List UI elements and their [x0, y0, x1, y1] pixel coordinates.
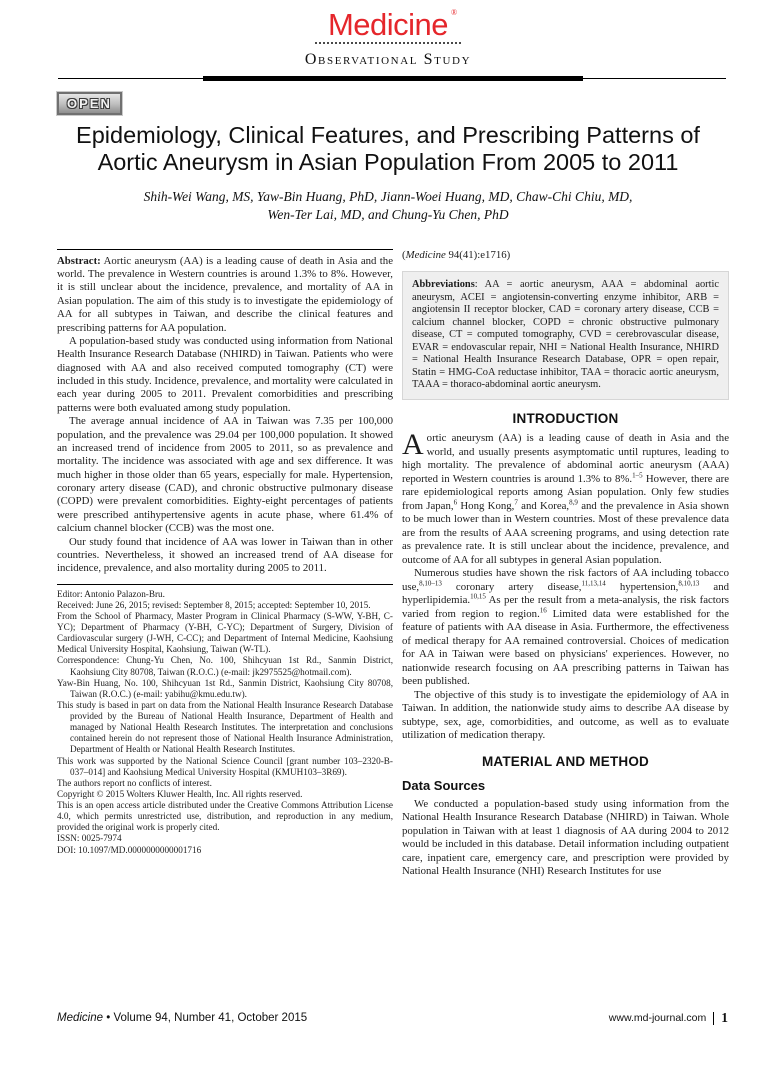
dropcap-letter: A	[402, 428, 424, 462]
page-header	[0, 0, 776, 69]
footnote-affiliations: From the School of Pharmacy, Master Program in Clinical Pharmacy (S-WW, Y-BH, C-YC); Department of Pharmacy (Y-BH, C-YC); Department of Surgery, Division of Cardiovascular surgery (J-WH, C-CC); and Department of Internal Medicine, Kaohsiung Medical University Hospital, Kaohsiung, Taiwan (W-TL).	[57, 610, 393, 655]
introduction-heading: INTRODUCTION	[512, 410, 619, 426]
footer-right-group	[609, 1010, 728, 1026]
abstract-paragraph-1	[57, 255, 393, 335]
abstract-paragraph-3: The average annual incidence of AA in Taiwan was 7.35 per 100,000 population, and the prevalence was 29.04 per 100,000 population. It showed an increased trend of incidence from 2005 to 2011, so as prevalence and mortality. The incidence was associated with age and sex difference. It was much higher in those older than 65 years, especially for male. Hypertension, coronary artery disease (CAD), and chronic obstructive pulmonary disease (COPD) were prevalent comorbidities. Eighty-eight percentages of patients were prescribed antihypertensive agents in acute phase, where 61.4% of calcium channel blocker (CCB) was the most one.	[57, 415, 393, 535]
footnote-license: This is an open access article distributed under the Creative Commons Attribution License 4.0, which permits unrestricted use, distribution, and reproduction in any medium, provided the original work is properly cited.	[57, 800, 393, 833]
footnote-correspondence-2: Yaw-Bin Huang, No. 100, Shihcyuan 1st Rd., Sanmin District, Kaohsiung City 80708, Taiwan (R.O.C.) (e-mail: yabihu@kmu.edu.tw).	[57, 677, 393, 699]
article-category-label: Observational Study	[304, 51, 472, 68]
two-column-body	[57, 249, 728, 879]
left-column	[57, 249, 393, 879]
footnote-received-dates: Received: June 26, 2015; revised: September 8, 2015; accepted: September 10, 2015.	[57, 599, 371, 610]
open-access-badge[interactable]: OPEN	[57, 92, 122, 115]
abbreviations-label: Abbreviations	[412, 279, 475, 291]
footnote-doi: DOI: 10.1097/MD.0000000000001716	[57, 844, 202, 855]
introduction-paragraph-3: The objective of this study is to investigate the epidemiology of AA in Taiwan. In addition, the nationwide study aims to describe AA disease by subtype, sex, age, comorbidities, and outcome, as well as to evaluate utilization of medication therapy.	[402, 688, 729, 742]
footnote-copyright: Copyright © 2015 Wolters Kluwer Health, Inc. All rights reserved.	[57, 788, 303, 799]
footnote-issn: ISSN: 0025-7974	[57, 833, 122, 844]
journal-citation	[402, 249, 729, 262]
abstract-label: Abstract:	[57, 254, 101, 267]
registered-trademark-icon: ®	[450, 8, 458, 17]
footer-running-title	[57, 1012, 307, 1024]
author-list-line2: Wen-Ter Lai, MD, and Chung-Yu Chen, PhD	[267, 206, 509, 222]
footnote-editor: Editor: Antonio Palazon-Bru.	[57, 588, 165, 599]
footnotes-section	[57, 584, 393, 856]
footnote-data-disclaimer: This study is based in part on data from the National Health Insurance Research Database provided by the Bureau of National Health Insurance, Department of Health and managed by National Health Research Institutes. The interpretation and conclusions contained herein do not represent those of National Health Insurance Administration, Department of Health or National Health Research Institutes.	[57, 699, 393, 755]
header-divider	[58, 76, 726, 81]
page-number: 1	[721, 1010, 728, 1025]
methods-heading: MATERIAL AND METHOD	[481, 753, 650, 769]
data-sources-subheading: Data Sources	[402, 778, 486, 794]
journal-logo-text: Medicine	[327, 7, 449, 42]
journal-logo	[327, 7, 458, 42]
methods-paragraph-1: We conducted a population-based study using information from the National Health Insurance Research Database (NHIRD) in Taiwan. Whole population in Taiwan with at least 1 diagnosis of AA during 2004 to 2012 would be included in this database. Detail information including outpatient care, inpatient care, emergency care, and prescription were provided by National Health Insurance (NHI) Research Institutes for use	[402, 797, 729, 878]
journal-citation-open-paren: (	[402, 248, 406, 261]
footnote-conflicts: The authors report no conflicts of interest.	[57, 777, 212, 788]
footer-separator-bar	[713, 1012, 714, 1025]
abstract-paragraph-2: A population-based study was conducted using information from National Health Insurance Research Database (NHIRD) in Taiwan. Patients who were diagnosed with AA and also received computed tomography (CT) were included in this study. Incidence, prevalence, and mortality were calculated in each year during 2005 to 2011. Prevalent comorbidities and prescribing patterns were both evaluated among study population.	[57, 334, 393, 414]
right-column	[402, 249, 729, 879]
header-divider-thick-bar	[203, 76, 583, 81]
abbreviations-box	[402, 271, 729, 399]
author-list-line1: Shih-Wei Wang, MS, Yaw-Bin Huang, PhD, Jiann-Woei Huang, MD, Chaw-Chi Chiu, MD,	[143, 189, 633, 205]
footnote-funding: This work was supported by the National Science Council [grant number 103–2320-B-037–014] and Kaohsiung Medical University Hospital (KMUH103–3R69).	[57, 755, 393, 777]
journal-citation-journal-name: Medicine	[405, 248, 446, 261]
footer-issue-info: • Volume 94, Number 41, October 2015	[103, 1012, 308, 1024]
footnote-correspondence: Correspondence: Chung-Yu Chen, No. 100, Shihcyuan 1st Rd., Sanmin District, Kaohsiung City 80708, Taiwan (R.O.C.) (e-mail: jk2975525@hotmail.com).	[57, 655, 393, 677]
article-title-line1: Epidemiology, Clinical Features, and Prescribing Patterns of	[76, 122, 700, 148]
author-list	[0, 188, 776, 224]
abstract-section	[57, 249, 393, 576]
journal-url: www.md-journal.com	[608, 1012, 707, 1024]
article-title	[0, 122, 776, 175]
abbreviations-text: : AA = aortic aneurysm, AAA = abdominal aortic aneurysm, ACEI = angiotensin-converting enzyme inhibitor, ARB = angiotensin II receptor blocker, CAD = coronary artery disease, CCB = calcium channel blocker, COPD = chronic obstructive pulmonary disease, CT = computed tomography, CVD = cerebrovascular disease, EVAR = endovascular repair, NHI = National Health Insurance, NHIRD = National Health Insurance Research Database, OPR = open repair, Statin = HMG-CoA reductase inhibitor, TAA = thoracic aortic aneurysm, TAAA = thoraco-abdominal aortic aneurysm.	[412, 279, 719, 391]
journal-citation-volume: 94(41):e1716)	[445, 248, 511, 261]
introduction-paragraph-1	[402, 428, 730, 567]
introduction-paragraph-1-text: ortic aneurysm (AA) is a leading cause of death in Asia and the world, and usually presents asymptomatic until ruptures, leading to high mortality. The prevalence of abdominal aortic aneurysm (AAA) reported in Western countries is around 1.3% to 8%.$^{1-5}$ However, there are rare epidemiological reports among Asian population. Only few studies from Japan,$^6$ Hong Kong,$^7$ and Korea,$^{8,9}$ and the prevalence in Asia shown to be much lower than in Western countries. Most of these prevalence data are from the results of AAA screening programs, and using detection rate as prevalence rate. It is still unclear about the incidence, prevalence, and outcome of AA for all subtypes in general Asian population.	[402, 432, 730, 566]
logo-dotted-divider	[315, 42, 461, 44]
abstract-paragraph-4: Our study found that incidence of AA was lower in Taiwan than in other countries. Nevertheless, it showed an increased trend of AA disease for incidence, prevalence, and also mortality during 2005 to 2011.	[57, 535, 393, 575]
abstract-paragraph-1-text: Aortic aneurysm (AA) is a leading cause of death in Asia and the world. The prevalence in Western countries is around 1.3% to 8%. However, it is still unclear about the incidence, prevalence, and mortality of AA in Asian population. The aim of this study is to investigate the epidemiology of AA for all subtypes in Taiwan, and describe the clinical features and prescribing patterns for AA population.	[57, 254, 393, 334]
introduction-paragraph-2: Numerous studies have shown the risk factors of AA including tobacco use,$^{8,10-13}$ coronary artery disease,$^{11,13,14}$ hypertension,$^{8,10,13}$ and hyperlipidemia.$^{10,15}$ As per the result from a meta-analysis, the risk factors varied from region to region.$^{16}$ Limited data were established for the feature of patients with AA disease in Asia. Furthermore, the effectiveness of medical therapy for AA remained controversial. Choices of medication for AA in Taiwan were based on physicians' experiences. However, no nationwide research focusing on AA prescribing patterns in Taiwan has been published.	[402, 567, 729, 688]
page-footer	[57, 1010, 728, 1026]
article-title-line2: Aortic Aneurysm in Asian Population From 2005 to 2011	[97, 148, 679, 175]
footer-journal-name: Medicine	[57, 1012, 104, 1024]
